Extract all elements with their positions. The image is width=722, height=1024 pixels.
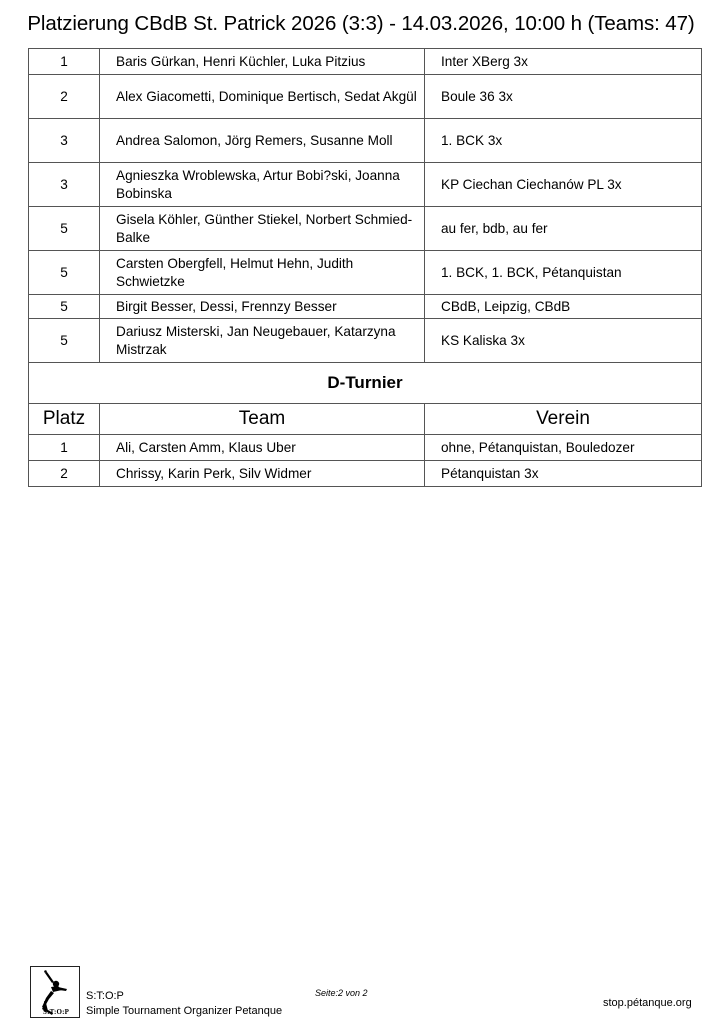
- table-row: [29, 163, 702, 207]
- app-description: Simple Tournament Organizer Petanque: [86, 1005, 283, 1017]
- table-row: [29, 251, 702, 295]
- table-row: [29, 461, 702, 487]
- platz-cell: 5: [29, 295, 100, 319]
- logo-text: S:T:O:P: [43, 1008, 70, 1016]
- verein-cell: Boule 36 3x: [425, 75, 702, 119]
- table-row: [29, 75, 702, 119]
- column-header-row: [29, 404, 702, 435]
- team-cell: Birgit Besser, Dessi, Frennzy Besser: [100, 295, 425, 319]
- website-url: stop.pétanque.org: [603, 997, 692, 1009]
- stop-logo: [30, 966, 80, 1018]
- platz-cell: 3: [29, 119, 100, 163]
- team-cell: Dariusz Misterski, Jan Neugebauer, Katarzyna Mistrzak: [100, 319, 425, 363]
- table-row: [29, 319, 702, 363]
- platz-cell: 5: [29, 207, 100, 251]
- page-indicator: Seite:2 von 2: [315, 988, 368, 998]
- verein-cell: ohne, Pétanquistan, Bouledozer: [425, 435, 702, 461]
- column-header-verein: Verein: [425, 404, 702, 435]
- platz-cell: 5: [29, 251, 100, 295]
- table-row: [29, 295, 702, 319]
- platz-cell: 2: [29, 75, 100, 119]
- team-cell: Chrissy, Karin Perk, Silv Widmer: [100, 461, 425, 487]
- column-header-platz: Platz: [29, 404, 100, 435]
- app-name: S:T:O:P: [86, 990, 124, 1002]
- team-cell: Carsten Obergfell, Helmut Hehn, Judith Schwietzke: [100, 251, 425, 295]
- team-cell: Andrea Salomon, Jörg Remers, Susanne Moll: [100, 119, 425, 163]
- verein-cell: KS Kaliska 3x: [425, 319, 702, 363]
- platz-cell: 2: [29, 461, 100, 487]
- verein-cell: CBdB, Leipzig, CBdB: [425, 295, 702, 319]
- verein-cell: 1. BCK, 1. BCK, Pétanquistan: [425, 251, 702, 295]
- verein-cell: KP Ciechan Ciechanów PL 3x: [425, 163, 702, 207]
- table-row: [29, 435, 702, 461]
- platz-cell: 5: [29, 319, 100, 363]
- table-row: [29, 119, 702, 163]
- section-title: D-Turnier: [29, 363, 702, 404]
- platz-cell: 1: [29, 49, 100, 75]
- verein-cell: Inter XBerg 3x: [425, 49, 702, 75]
- table-row: [29, 207, 702, 251]
- team-cell: Agnieszka Wroblewska, Artur Bobi?ski, Joanna Bobinska: [100, 163, 425, 207]
- team-cell: Alex Giacometti, Dominique Bertisch, Sedat Akgül: [100, 75, 425, 119]
- team-cell: Baris Gürkan, Henri Küchler, Luka Pitzius: [100, 49, 425, 75]
- verein-cell: 1. BCK 3x: [425, 119, 702, 163]
- platz-cell: 1: [29, 435, 100, 461]
- page-title: Platzierung CBdB St. Patrick 2026 (3:3) - 14.03.2026, 10:00 h (Teams: 47): [27, 12, 695, 35]
- table-row: [29, 49, 702, 75]
- results-table: [28, 48, 702, 487]
- verein-cell: au fer, bdb, au fer: [425, 207, 702, 251]
- section-header-row: [29, 363, 702, 404]
- team-cell: Gisela Köhler, Günther Stiekel, Norbert Schmied-Balke: [100, 207, 425, 251]
- verein-cell: Pétanquistan 3x: [425, 461, 702, 487]
- platz-cell: 3: [29, 163, 100, 207]
- team-cell: Ali, Carsten Amm, Klaus Uber: [100, 435, 425, 461]
- column-header-team: Team: [100, 404, 425, 435]
